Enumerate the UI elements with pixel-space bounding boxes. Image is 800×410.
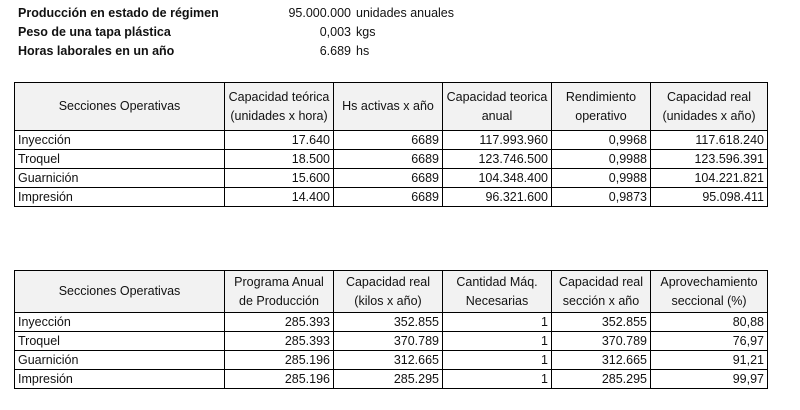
table-cell: 104.348.400 bbox=[443, 169, 552, 188]
table-cell: 18.500 bbox=[225, 150, 334, 169]
table-cell: 312.665 bbox=[552, 351, 651, 370]
header-cell: Hs activas x año bbox=[334, 83, 443, 131]
table-cell: 95.098.411 bbox=[651, 188, 768, 207]
header-cell: Programa Anual de Producción bbox=[225, 271, 334, 313]
section-name: Inyección bbox=[15, 313, 225, 332]
table-cell: 96.321.600 bbox=[443, 188, 552, 207]
table-cell: 6689 bbox=[334, 131, 443, 150]
param-value: 95.000.000 bbox=[288, 6, 351, 20]
param-unit: hs bbox=[356, 44, 370, 58]
param-row bbox=[18, 23, 618, 42]
table-cell: 285.295 bbox=[334, 370, 443, 389]
table-row bbox=[15, 188, 768, 207]
param-label: Producción en estado de régimen bbox=[18, 6, 219, 20]
table-cell: 352.855 bbox=[334, 313, 443, 332]
table-row bbox=[15, 150, 768, 169]
table-header-row bbox=[15, 83, 768, 131]
table-cell: 17.640 bbox=[225, 131, 334, 150]
table-cell: 123.596.391 bbox=[651, 150, 768, 169]
section-name: Troquel bbox=[15, 332, 225, 351]
table-cell: 76,97 bbox=[651, 332, 768, 351]
section-name: Troquel bbox=[15, 150, 225, 169]
param-row bbox=[18, 4, 618, 23]
section-name: Inyección bbox=[15, 131, 225, 150]
table-row bbox=[15, 313, 768, 332]
table-cell: 370.789 bbox=[334, 332, 443, 351]
header-cell: Rendimiento operativo bbox=[552, 83, 651, 131]
header-cell: Capacidad real (unidades x año) bbox=[651, 83, 768, 131]
header-cell: Aprovechamiento seccional (%) bbox=[651, 271, 768, 313]
header-cell: Secciones Operativas bbox=[15, 271, 225, 313]
table-cell: 312.665 bbox=[334, 351, 443, 370]
header-cell: Cantidad Máq. Necesarias bbox=[443, 271, 552, 313]
param-label: Peso de una tapa plástica bbox=[18, 25, 171, 39]
table-cell: 1 bbox=[443, 351, 552, 370]
table-row bbox=[15, 332, 768, 351]
table-cell: 117.618.240 bbox=[651, 131, 768, 150]
table-cell: 15.600 bbox=[225, 169, 334, 188]
table-cell: 99,97 bbox=[651, 370, 768, 389]
table-cell: 14.400 bbox=[225, 188, 334, 207]
table-cell: 6689 bbox=[334, 150, 443, 169]
table-cell: 91,21 bbox=[651, 351, 768, 370]
table-cell: 0,9968 bbox=[552, 131, 651, 150]
section-name: Guarnición bbox=[15, 351, 225, 370]
table-cell: 6689 bbox=[334, 188, 443, 207]
param-value: 0,003 bbox=[319, 25, 351, 39]
header-cell: Capacidad teórica (unidades x hora) bbox=[225, 83, 334, 131]
header-cell: Capacidad real sección x año bbox=[552, 271, 651, 313]
table-cell: 6689 bbox=[334, 169, 443, 188]
table-cell: 0,9873 bbox=[552, 188, 651, 207]
table-cell: 285.295 bbox=[552, 370, 651, 389]
param-unit: unidades anuales bbox=[356, 6, 454, 20]
header-cell: Capacidad real (kilos x año) bbox=[334, 271, 443, 313]
table-cell: 80,88 bbox=[651, 313, 768, 332]
table-cell: 285.393 bbox=[225, 313, 334, 332]
param-row bbox=[18, 42, 618, 61]
utilization-table bbox=[14, 270, 768, 389]
table-row bbox=[15, 169, 768, 188]
param-unit: kgs bbox=[356, 25, 376, 39]
param-value: 6.689 bbox=[319, 44, 351, 58]
table-cell: 285.393 bbox=[225, 332, 334, 351]
table-cell: 0,9988 bbox=[552, 169, 651, 188]
table-cell: 1 bbox=[443, 313, 552, 332]
capacity-table bbox=[14, 82, 768, 207]
table-header-row bbox=[15, 271, 768, 313]
table-cell: 104.221.821 bbox=[651, 169, 768, 188]
table-cell: 352.855 bbox=[552, 313, 651, 332]
table-row bbox=[15, 370, 768, 389]
section-name: Impresión bbox=[15, 370, 225, 389]
table-cell: 117.993.960 bbox=[443, 131, 552, 150]
header-cell: Capacidad teorica anual bbox=[443, 83, 552, 131]
table-row bbox=[15, 131, 768, 150]
section-name: Guarnición bbox=[15, 169, 225, 188]
section-name: Impresión bbox=[15, 188, 225, 207]
parameters-block bbox=[18, 4, 618, 61]
table-row bbox=[15, 351, 768, 370]
table-cell: 370.789 bbox=[552, 332, 651, 351]
param-label: Horas laborales en un año bbox=[18, 44, 175, 58]
table-cell: 285.196 bbox=[225, 370, 334, 389]
table-cell: 1 bbox=[443, 370, 552, 389]
table-cell: 1 bbox=[443, 332, 552, 351]
table-cell: 0,9988 bbox=[552, 150, 651, 169]
header-cell: Secciones Operativas bbox=[15, 83, 225, 131]
table-cell: 285.196 bbox=[225, 351, 334, 370]
table-cell: 123.746.500 bbox=[443, 150, 552, 169]
